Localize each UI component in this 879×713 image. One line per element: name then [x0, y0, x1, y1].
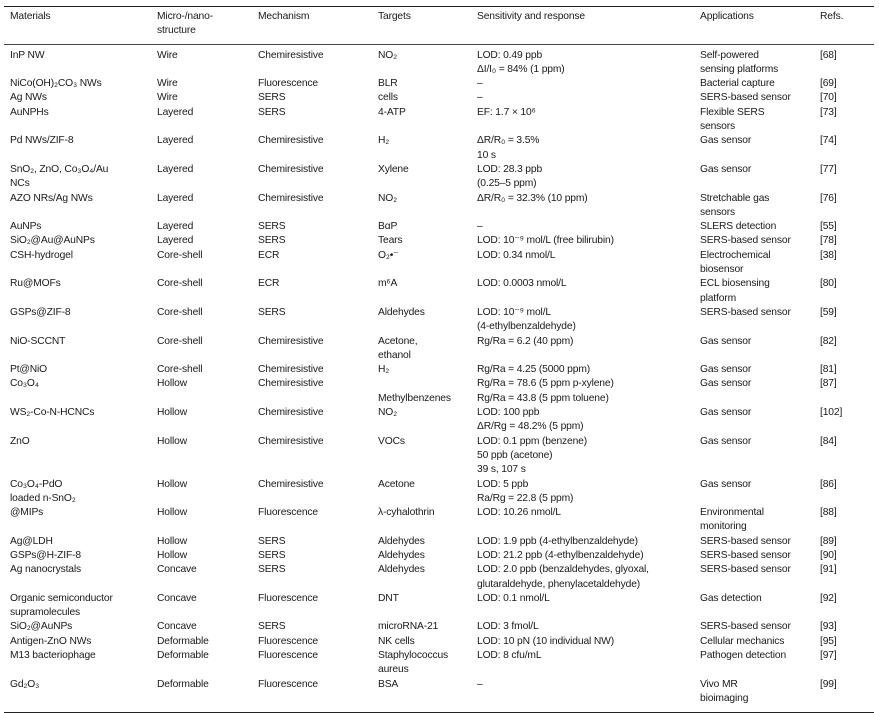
header-structure: Micro-/nano- structure	[157, 7, 258, 44]
cell-sensitivity: LOD: 100 ppb ΔR/Rg = 48.2% (5 ppm)	[477, 407, 584, 433]
cell-ref: [92]	[820, 592, 837, 604]
cell-material: Ag@LDH	[10, 535, 53, 547]
cell-application: Gas sensor	[700, 407, 752, 419]
cell-mechanism: Fluorescence	[258, 507, 319, 519]
cell-structure: Hollow	[157, 535, 188, 547]
cell-application: SLERS detection	[700, 221, 777, 233]
cell-mechanism: Fluorescence	[258, 678, 319, 690]
cell-ref: [93]	[820, 621, 837, 633]
cell-application: Electrochemical biosensor	[700, 249, 771, 276]
cell-structure: Hollow	[157, 478, 188, 490]
cell-sensitivity: LOD: 28.3 ppb (0.25–5 ppm)	[477, 163, 543, 190]
cell-target: NO₂	[378, 407, 397, 419]
cell-mechanism: Chemiresistive	[258, 335, 324, 347]
cell-mechanism: SERS	[258, 306, 286, 318]
cell-structure: Layered	[157, 106, 194, 118]
cell-mechanism: SERS	[258, 235, 286, 247]
table-row	[4, 377, 874, 406]
cell-mechanism: SERS	[258, 92, 286, 104]
cell-sensitivity: Rg/Ra = 4.25 (5000 ppm)	[477, 364, 591, 376]
cell-target: BSA	[378, 678, 399, 690]
table-row	[4, 549, 874, 563]
cell-ref: [74]	[820, 135, 837, 147]
cell-ref: [69]	[820, 78, 837, 90]
cell-sensitivity: LOD: 0.0003 nmol/L	[477, 278, 567, 290]
cell-target: NK cells	[378, 635, 415, 647]
cell-structure: Hollow	[157, 378, 188, 390]
cell-sensitivity: ΔR/R₀ = 32.3% (10 ppm)	[477, 192, 588, 204]
table-row	[4, 192, 874, 221]
cell-mechanism: Chemiresistive	[258, 49, 324, 61]
cell-structure: Wire	[157, 49, 178, 61]
cell-mechanism: SERS	[258, 549, 286, 561]
cell-application: Self-powered sensing platforms	[700, 49, 779, 75]
cell-structure: Concave	[157, 564, 197, 576]
cell-sensitivity: LOD: 10⁻⁹ mol/L (free bilirubin)	[477, 235, 614, 247]
cell-sensitivity: –	[477, 78, 483, 90]
cell-application: ECL biosensing platform	[700, 278, 770, 304]
cell-material: Pd NWs/ZIF-8	[10, 135, 74, 147]
cell-sensitivity: EF: 1.7 × 10⁶	[477, 106, 536, 118]
cell-target: 4-ATP	[378, 106, 406, 118]
cell-material: Organic semiconductor supramolecules	[10, 592, 113, 619]
cell-structure: Deformable	[157, 635, 209, 647]
cell-sensitivity: LOD: 0.1 ppm (benzene) 50 ppb (acetone) 39 s, 107 s	[477, 435, 588, 476]
cell-application: SERS-based sensor	[700, 549, 791, 561]
cell-structure: Layered	[157, 135, 194, 147]
cell-ref: [91]	[820, 564, 837, 576]
cell-application: Flexible SERS sensors	[700, 106, 765, 133]
cell-target: Aldehydes	[378, 549, 425, 561]
cell-material: Co₃O₄-PdO loaded n-SnO₂	[10, 478, 76, 504]
cell-ref: [88]	[820, 507, 837, 519]
table-row	[4, 435, 874, 478]
cell-target: Xylene	[378, 163, 409, 175]
header-targets: Targets	[378, 7, 477, 44]
cell-target: cells	[378, 92, 398, 104]
cell-mechanism: Chemiresistive	[258, 135, 324, 147]
header-mechanism: Mechanism	[258, 7, 378, 44]
cell-mechanism: Chemiresistive	[258, 378, 324, 390]
header-materials: Materials	[4, 7, 157, 44]
table-row	[4, 220, 874, 234]
header-sensitivity: Sensitivity and response	[477, 7, 700, 44]
cell-sensitivity: LOD: 0.34 nmol/L	[477, 249, 556, 261]
cell-target: Staphylococcus aureus	[378, 650, 449, 676]
cell-sensitivity: LOD: 10 pN (10 individual NW)	[477, 635, 615, 647]
cell-material: @MIPs	[10, 507, 44, 519]
cell-application: Gas sensor	[700, 135, 752, 147]
cell-material: AuNPHs	[10, 106, 49, 118]
cell-structure: Hollow	[157, 407, 188, 419]
cell-mechanism: Chemiresistive	[258, 435, 324, 447]
cell-structure: Core-shell	[157, 306, 203, 318]
cell-ref: [76]	[820, 192, 837, 204]
cell-target: Acetone, ethanol	[378, 335, 418, 361]
cell-target: NO₂	[378, 192, 397, 204]
cell-target: H₂	[378, 364, 390, 376]
cell-target: Methylbenzenes	[378, 392, 451, 404]
cell-target: Aldehydes	[378, 306, 425, 318]
cell-material: AuNPs	[10, 221, 42, 233]
cell-mechanism: Chemiresistive	[258, 407, 324, 419]
cell-sensitivity: LOD: 8 cfu/mL	[477, 650, 542, 662]
cell-ref: [80]	[820, 278, 837, 290]
cell-structure: Layered	[157, 163, 194, 175]
table-row	[4, 592, 874, 621]
cell-application: SERS-based sensor	[700, 564, 791, 576]
cell-structure: Layered	[157, 192, 194, 204]
cell-sensitivity: LOD: 5 ppb Ra/Rg = 22.8 (5 ppm)	[477, 478, 574, 504]
cell-material: M13 bacteriophage	[10, 650, 96, 662]
cell-target: BαP	[378, 221, 398, 233]
cell-material: CSH-hydrogel	[10, 249, 73, 261]
cell-application: Gas sensor	[700, 335, 752, 347]
cell-structure: Hollow	[157, 435, 188, 447]
cell-material: Ag nanocrystals	[10, 564, 82, 576]
cell-mechanism: Chemiresistive	[258, 364, 324, 376]
cell-application: Gas detection	[700, 592, 762, 604]
cell-material: WS₂-Co-N-HCNCs	[10, 407, 95, 419]
cell-material: NiO-SCCNT	[10, 335, 66, 347]
cell-structure: Wire	[157, 78, 178, 90]
table-row	[4, 649, 874, 678]
cell-application: Bacterial capture	[700, 78, 775, 90]
table-row	[4, 478, 874, 507]
cell-application: Cellular mechanics	[700, 635, 785, 647]
cell-application: Vivo MR bioimaging	[700, 678, 749, 704]
cell-sensitivity: LOD: 10⁻⁹ mol/L (4-ethylbenzaldehyde)	[477, 306, 576, 333]
cell-ref: [95]	[820, 635, 837, 647]
cell-target: Aldehydes	[378, 564, 425, 576]
cell-mechanism: Fluorescence	[258, 650, 319, 662]
cell-structure: Deformable	[157, 678, 209, 690]
cell-material: NiCo(OH)₂CO₃ NWs	[10, 78, 102, 90]
cell-application: Stretchable gas sensors	[700, 192, 770, 218]
table-row	[4, 363, 874, 377]
table-header	[4, 7, 874, 44]
cell-mechanism: SERS	[258, 106, 286, 118]
cell-structure: Wire	[157, 92, 178, 104]
cell-application: Pathogen detection	[700, 650, 787, 662]
cell-structure: Hollow	[157, 507, 188, 519]
cell-material: Pt@NiO	[10, 364, 48, 376]
cell-target: NO₂	[378, 49, 397, 61]
cell-structure: Hollow	[157, 549, 188, 561]
cell-structure: Core-shell	[157, 335, 203, 347]
table-row	[4, 563, 874, 592]
cell-sensitivity: Rg/Ra = 78.6 (5 ppm p-xylene) Rg/Ra = 43.8 (5 ppm toluene)	[477, 378, 614, 404]
table-row	[4, 678, 874, 707]
cell-material: SnO₂, ZnO, Co₃O₄/Au NCs	[10, 163, 109, 190]
cell-mechanism: Fluorescence	[258, 592, 319, 604]
cell-structure: Core-shell	[157, 249, 203, 261]
table-row	[4, 535, 874, 549]
cell-mechanism: ECR	[258, 278, 280, 290]
cell-target: Tears	[378, 235, 403, 247]
cell-ref: [78]	[820, 235, 837, 247]
table-row	[4, 44, 874, 77]
cell-structure: Deformable	[157, 650, 209, 662]
cell-mechanism: ECR	[258, 249, 280, 261]
cell-application: Gas sensor	[700, 163, 752, 175]
cell-sensitivity: LOD: 0.1 nmol/L	[477, 592, 550, 604]
cell-sensitivity: –	[477, 221, 483, 233]
cell-structure: Layered	[157, 235, 194, 247]
cell-mechanism: SERS	[258, 621, 286, 633]
cell-mechanism: SERS	[258, 535, 286, 547]
cell-material: Ru@MOFs	[10, 278, 61, 290]
cell-material: Antigen-ZnO NWs	[10, 635, 92, 647]
header-refs: Refs.	[820, 7, 874, 44]
cell-sensitivity: –	[477, 678, 483, 690]
cell-material: SiO₂@AuNPs	[10, 621, 73, 633]
cell-material: Gd₂O₃	[10, 678, 40, 690]
table-row	[4, 335, 874, 364]
cell-material: AZO NRs/Ag NWs	[10, 192, 93, 204]
cell-sensitivity: LOD: 1.9 ppb (4-ethylbenzaldehyde)	[477, 535, 638, 547]
cell-structure: Core-shell	[157, 364, 203, 376]
cell-mechanism: Chemiresistive	[258, 163, 324, 175]
cell-material: ZnO	[10, 435, 30, 447]
cell-target: λ-cyhalothrin	[378, 507, 435, 519]
cell-ref: [77]	[820, 163, 837, 175]
cell-application: Gas sensor	[700, 478, 752, 490]
table-row	[4, 406, 874, 435]
cell-structure: Concave	[157, 592, 197, 604]
header-applications: Applications	[700, 7, 820, 44]
cell-sensitivity: Rg/Ra = 6.2 (40 ppm)	[477, 335, 574, 347]
cell-application: Gas sensor	[700, 378, 752, 390]
cell-mechanism: SERS	[258, 221, 286, 233]
table-row	[4, 163, 874, 192]
cell-sensitivity: –	[477, 92, 483, 104]
table-row	[4, 249, 874, 278]
cell-material: GSPs@H-ZIF-8	[10, 549, 82, 561]
cell-target: m⁶A	[378, 278, 398, 290]
cell-ref: [38]	[820, 249, 837, 261]
cell-ref: [70]	[820, 92, 837, 104]
table-body	[4, 44, 874, 706]
cell-ref: [89]	[820, 535, 837, 547]
cell-mechanism: SERS	[258, 564, 286, 576]
cell-structure: Layered	[157, 221, 194, 233]
cell-target: microRNA-21	[378, 621, 439, 633]
cell-application: SERS-based sensor	[700, 621, 791, 633]
cell-mechanism: Chemiresistive	[258, 478, 324, 490]
cell-target: H₂	[378, 135, 390, 147]
cell-target: Acetone	[378, 478, 415, 490]
cell-structure: Concave	[157, 621, 197, 633]
cell-target: VOCs	[378, 435, 405, 447]
cell-ref: [81]	[820, 364, 837, 376]
table-row	[4, 134, 874, 163]
table-row	[4, 620, 874, 634]
materials-table-container	[4, 6, 874, 713]
table-row	[4, 506, 874, 535]
cell-application: SERS-based sensor	[700, 235, 791, 247]
cell-ref: [97]	[820, 650, 837, 662]
cell-ref: [99]	[820, 678, 837, 690]
cell-application: Gas sensor	[700, 435, 752, 447]
cell-target: BLR	[378, 78, 398, 90]
table-row	[4, 91, 874, 105]
table-row	[4, 306, 874, 335]
cell-ref: [90]	[820, 549, 837, 561]
cell-sensitivity: LOD: 2.0 ppb (benzaldehydes, glyoxal, glutaraldehyde, phenylacetaldehyde)	[477, 564, 649, 590]
cell-application: SERS-based sensor	[700, 306, 791, 318]
cell-material: Ag NWs	[10, 92, 47, 104]
cell-structure: Core-shell	[157, 278, 203, 290]
cell-material: SiO₂@Au@AuNPs	[10, 235, 95, 247]
cell-sensitivity: LOD: 10.26 nmol/L	[477, 507, 561, 519]
table-row	[4, 635, 874, 649]
cell-ref: [68]	[820, 49, 837, 61]
cell-target: Aldehydes	[378, 535, 425, 547]
cell-material: InP NW	[10, 49, 45, 61]
cell-ref: [102]	[820, 407, 843, 419]
cell-ref: [87]	[820, 378, 837, 390]
cell-sensitivity: LOD: 0.49 ppb ΔI/I₀ = 84% (1 ppm)	[477, 49, 565, 75]
cell-material: GSPs@ZIF-8	[10, 306, 71, 318]
cell-application: SERS-based sensor	[700, 535, 791, 547]
cell-target: DNT	[378, 592, 399, 604]
cell-ref: [55]	[820, 221, 837, 233]
materials-table	[4, 7, 874, 706]
cell-ref: [86]	[820, 478, 837, 490]
cell-application: SERS-based sensor	[700, 92, 791, 104]
cell-sensitivity: ΔR/R₀ = 3.5% 10 s	[477, 135, 540, 161]
cell-mechanism: Fluorescence	[258, 78, 319, 90]
cell-target: O₂•⁻	[378, 249, 399, 261]
cell-sensitivity: LOD: 3 fmol/L	[477, 621, 539, 633]
cell-ref: [84]	[820, 435, 837, 447]
table-row	[4, 77, 874, 91]
table-row	[4, 106, 874, 135]
cell-application: Gas sensor	[700, 364, 752, 376]
cell-application: Environmental monitoring	[700, 507, 764, 533]
table-row	[4, 234, 874, 248]
cell-mechanism: Chemiresistive	[258, 192, 324, 204]
cell-material: Co₃O₄	[10, 378, 39, 390]
cell-ref: [82]	[820, 335, 837, 347]
cell-ref: [73]	[820, 106, 837, 118]
cell-ref: [59]	[820, 306, 837, 318]
table-row	[4, 277, 874, 306]
cell-sensitivity: LOD: 21.2 ppb (4-ethylbenzaldehyde)	[477, 549, 644, 561]
cell-mechanism: Fluorescence	[258, 635, 319, 647]
